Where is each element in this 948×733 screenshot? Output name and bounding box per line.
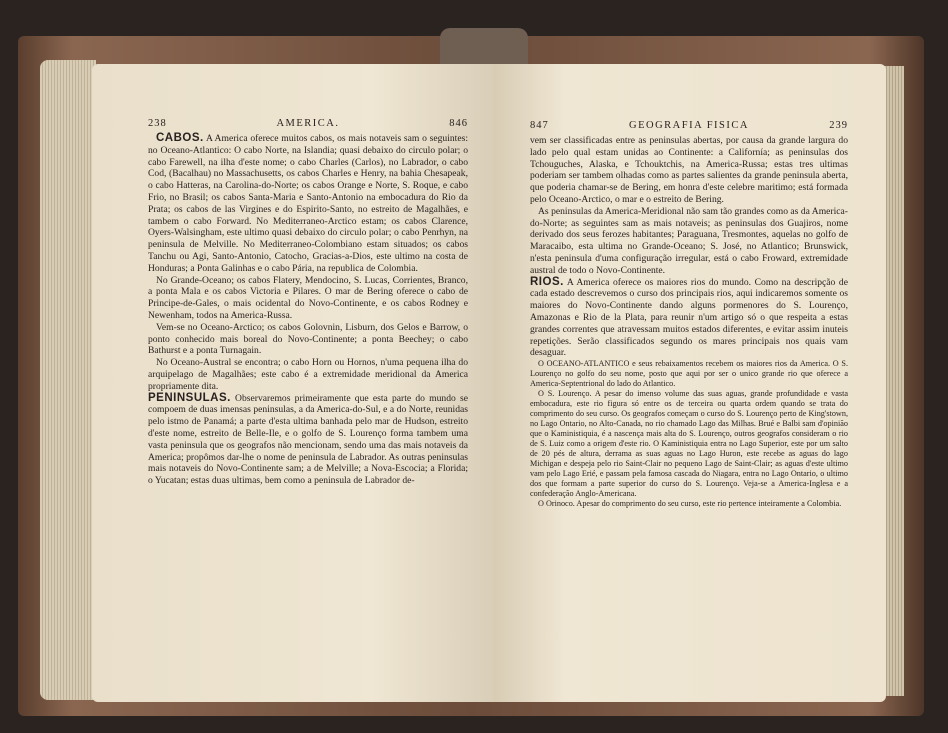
arctic-paragraph: Vem-se no Oceano-Arctico; os cabos Golovnin, Lisburn, dos Gelos e Barrow, o ponto conhecido mais boreal do Novo-Continente; a ponta Beechey; o cabo Bathurst e a ponta Turnagain. bbox=[148, 321, 468, 357]
right-running-title: GEOGRAFIA FISICA bbox=[629, 120, 749, 131]
pacific-paragraph: No Grande-Oceano; os cabos Flatery, Mendocino, S. Lucas, Corrientes, Branco, a ponta Mala e os cabos Victoria e Pilares. O mar de Bering oferece o cabo de Principe-de-Gales, o mais ocidental do Novo-Continente, e os cabos Rodney e Newenham, todos na America-Russa. bbox=[148, 274, 468, 321]
heading-cabos: CABOS. bbox=[156, 132, 204, 144]
oceano-paragraph: O OCEANO-ATLANTICO e seus rebaixamentos recebem os maiores rios da America. O S. Lourenço no golfo do seu nome, posto que aqui por ser o unico grande rio que oferece a America-Septentrional do lado do Atlantico. bbox=[530, 359, 848, 389]
south-peninsulas-paragraph: As peninsulas da America-Meridional não sam tão grandes como as da America-do-Norte; as seguintes sam as mais notaveis; as peninsulas dos Guajiros, nome derivado dos seus ferozes habitantes; Paraguana, Tresmontes, aquelas no golfo de Maracaibo, esta ultima no Grande-Oceano; S. José, no Atlantico; Brunswick, n'esta peninsula d'uma configuração irregular, está o cabo Froward, extremidade austral de todo o Novo-Continente. bbox=[530, 205, 848, 276]
right-section-number: 847 bbox=[530, 120, 549, 131]
orinoco-paragraph: O Orinoco. Apesar do comprimento do seu curso, este rio pertence inteiramente a Colombia. bbox=[538, 499, 842, 509]
page-edges-right bbox=[884, 66, 904, 696]
left-page-header bbox=[148, 118, 468, 129]
left-page-number: 238 bbox=[148, 118, 167, 129]
left-running-title: AMERICA. bbox=[276, 118, 340, 129]
rios-paragraph: A America oferece os maiores rios do mundo. Como na descripção de cada estado descrevemos o curso dos principais rios, aqui indicaremos somente os maiores do Novo-Continente dando alguns pormenores do S. Lourenço, Amazonas e Rio de la Plata, para reunir n'um artigo só o que respeita a estas grandes correntes que atravessam muitos estados diferentes, e evitar assim inuteis repetições. Serão classificados segundo os mares principais nos quais vam desaguar. bbox=[530, 276, 848, 359]
right-page-header bbox=[530, 120, 848, 131]
continuation-paragraph: vem ser classificadas entre as peninsulas abertas, por causa da grande largura do lado pelo qual estam unidas ao Continente: a Californía; as peninsulas dos Tchouguches, Alaska, e Tchouktchis, na America-Russa; estas tres ultimas poderiam ser tambem olhadas como as partes salientes da grande peninsula aberta, que poderia chamar-se de Bering, em honra d'este celebre maritimo; está formada pelo Oceano-Arctico, o mar e o estreito de Bering. bbox=[530, 135, 848, 205]
heading-rios: RIOS. bbox=[530, 275, 564, 288]
book-spine bbox=[440, 28, 528, 68]
right-page bbox=[494, 64, 886, 702]
page-edges-left bbox=[40, 60, 96, 700]
right-page-number: 239 bbox=[829, 120, 848, 131]
left-section-number: 846 bbox=[449, 118, 468, 129]
right-page-text bbox=[530, 135, 848, 359]
peninsulas-paragraph: Observaremos primeiramente que esta parte do mundo se compoem de duas imensas peninsulas, a da America-do-Sul, e a do Norte, reunidas pelo istmo de Panamá; a parte d'esta ultima banhada pelo mar de Hudson, estreito d'este nome, estreito de Belle-Ile, e o golfo de S. Lourenço forma tambem uma vasta peninsula que os geografos não mencionam, sendo uma das mais notaveis da America; propômos dar-lhe o nome de peninsula de Labrador. As outras peninsulas mais notaveis do Novo-Continente sam; a de Melville; a Nova-Escocia; a Florida; o Yucatan; estas duas ultimas, bem como a peninsula de Labrador de- bbox=[148, 392, 468, 487]
left-page bbox=[92, 64, 494, 702]
lourenco-paragraph: O S. Lourenço. A pesar do imenso volume das suas aguas, grande profundidade e vasta embocadura, este rio figura só entre os de terceira ou quarta ordem quando se trata do comprimento do seu curso. Os geografos começam o curso do S. Lourenço perto de King'stown, no Lago Ontario, no Alto-Canada, no rio chamado Lago das Milhas. Brué e Balbi sam d'opinião que o Kaministiquia, é a nascença mais alta do S. Lourenço, outros geografos consideram o rio de S. Luiz como a origem d'este rio. O Kaministiquia entra no Lago Superior, este por um salto de 20 pés de altura, derrama as suas aguas no Lago Huron, este recebe as aguas do lago Michigan e despeja pelo rio Saint-Clair no pequeno Lago de Saint-Clair; as aguas d'este ultimo vam pelo Lago Erié, e passam pela famosa cascada do Niagara, entra no Lago Ontario, o ultimo dos que formam a parte superior do curso do S. Lourenço. Veja-se a America-Inglesa e a confederação Anglo-Americana. bbox=[530, 389, 848, 499]
austral-paragraph: No Oceano-Austral se encontra; o cabo Horn ou Hornos, n'uma pequena ilha do arquipelago de Magalhães; este cabo é a extremidade meridional da America propriamente dita. bbox=[148, 357, 468, 392]
cabos-paragraph: A America oferece muitos cabos, os mais notaveis sam o seguintes: no Oceano-Atlantico: O cabo Norte, na Islandia; quasi debaixo do circulo polar; o cabo Farewell, na ilha d'este nome; o cabo Charles (Carlos), no Labrador, o cabo Cod, (Bacalhau) no Massachusetts, os cabos Charles e Henry, na bahia Chesapeak, o cabo Hatteras, na Carolina-do-Norte; os cabos Orange e Norte, S. Roque, e cabo Frio, no Brasil; os cabos Santa-Maria e Santo-Antonio na embocadura do Rio da Prata; os cabos de las Virgines e do Espirito-Santo, no estreito de Magalhães, e tambem o cabo Forward. No Mediterraneo-Arctico estam; os cabos Clarence, Oyers-Walsingham, este ultimo quasi debaixo do circulo polar; o cabo Penrhyn, na peninsula de Melville. No Mediterraneo-Colombiano estam situados; os cabos Tanchu ou Agi, Santo-Antonio, Catocho, Gracias-a-Dios, este ultimo na costa de Honduras; a Ponta Galinhas e o cabo Pária, na republica de Colombia. bbox=[148, 133, 469, 274]
right-page-small-text bbox=[530, 359, 848, 509]
left-page-text bbox=[148, 133, 468, 487]
heading-peninsulas: PENINSULAS. bbox=[148, 391, 231, 404]
